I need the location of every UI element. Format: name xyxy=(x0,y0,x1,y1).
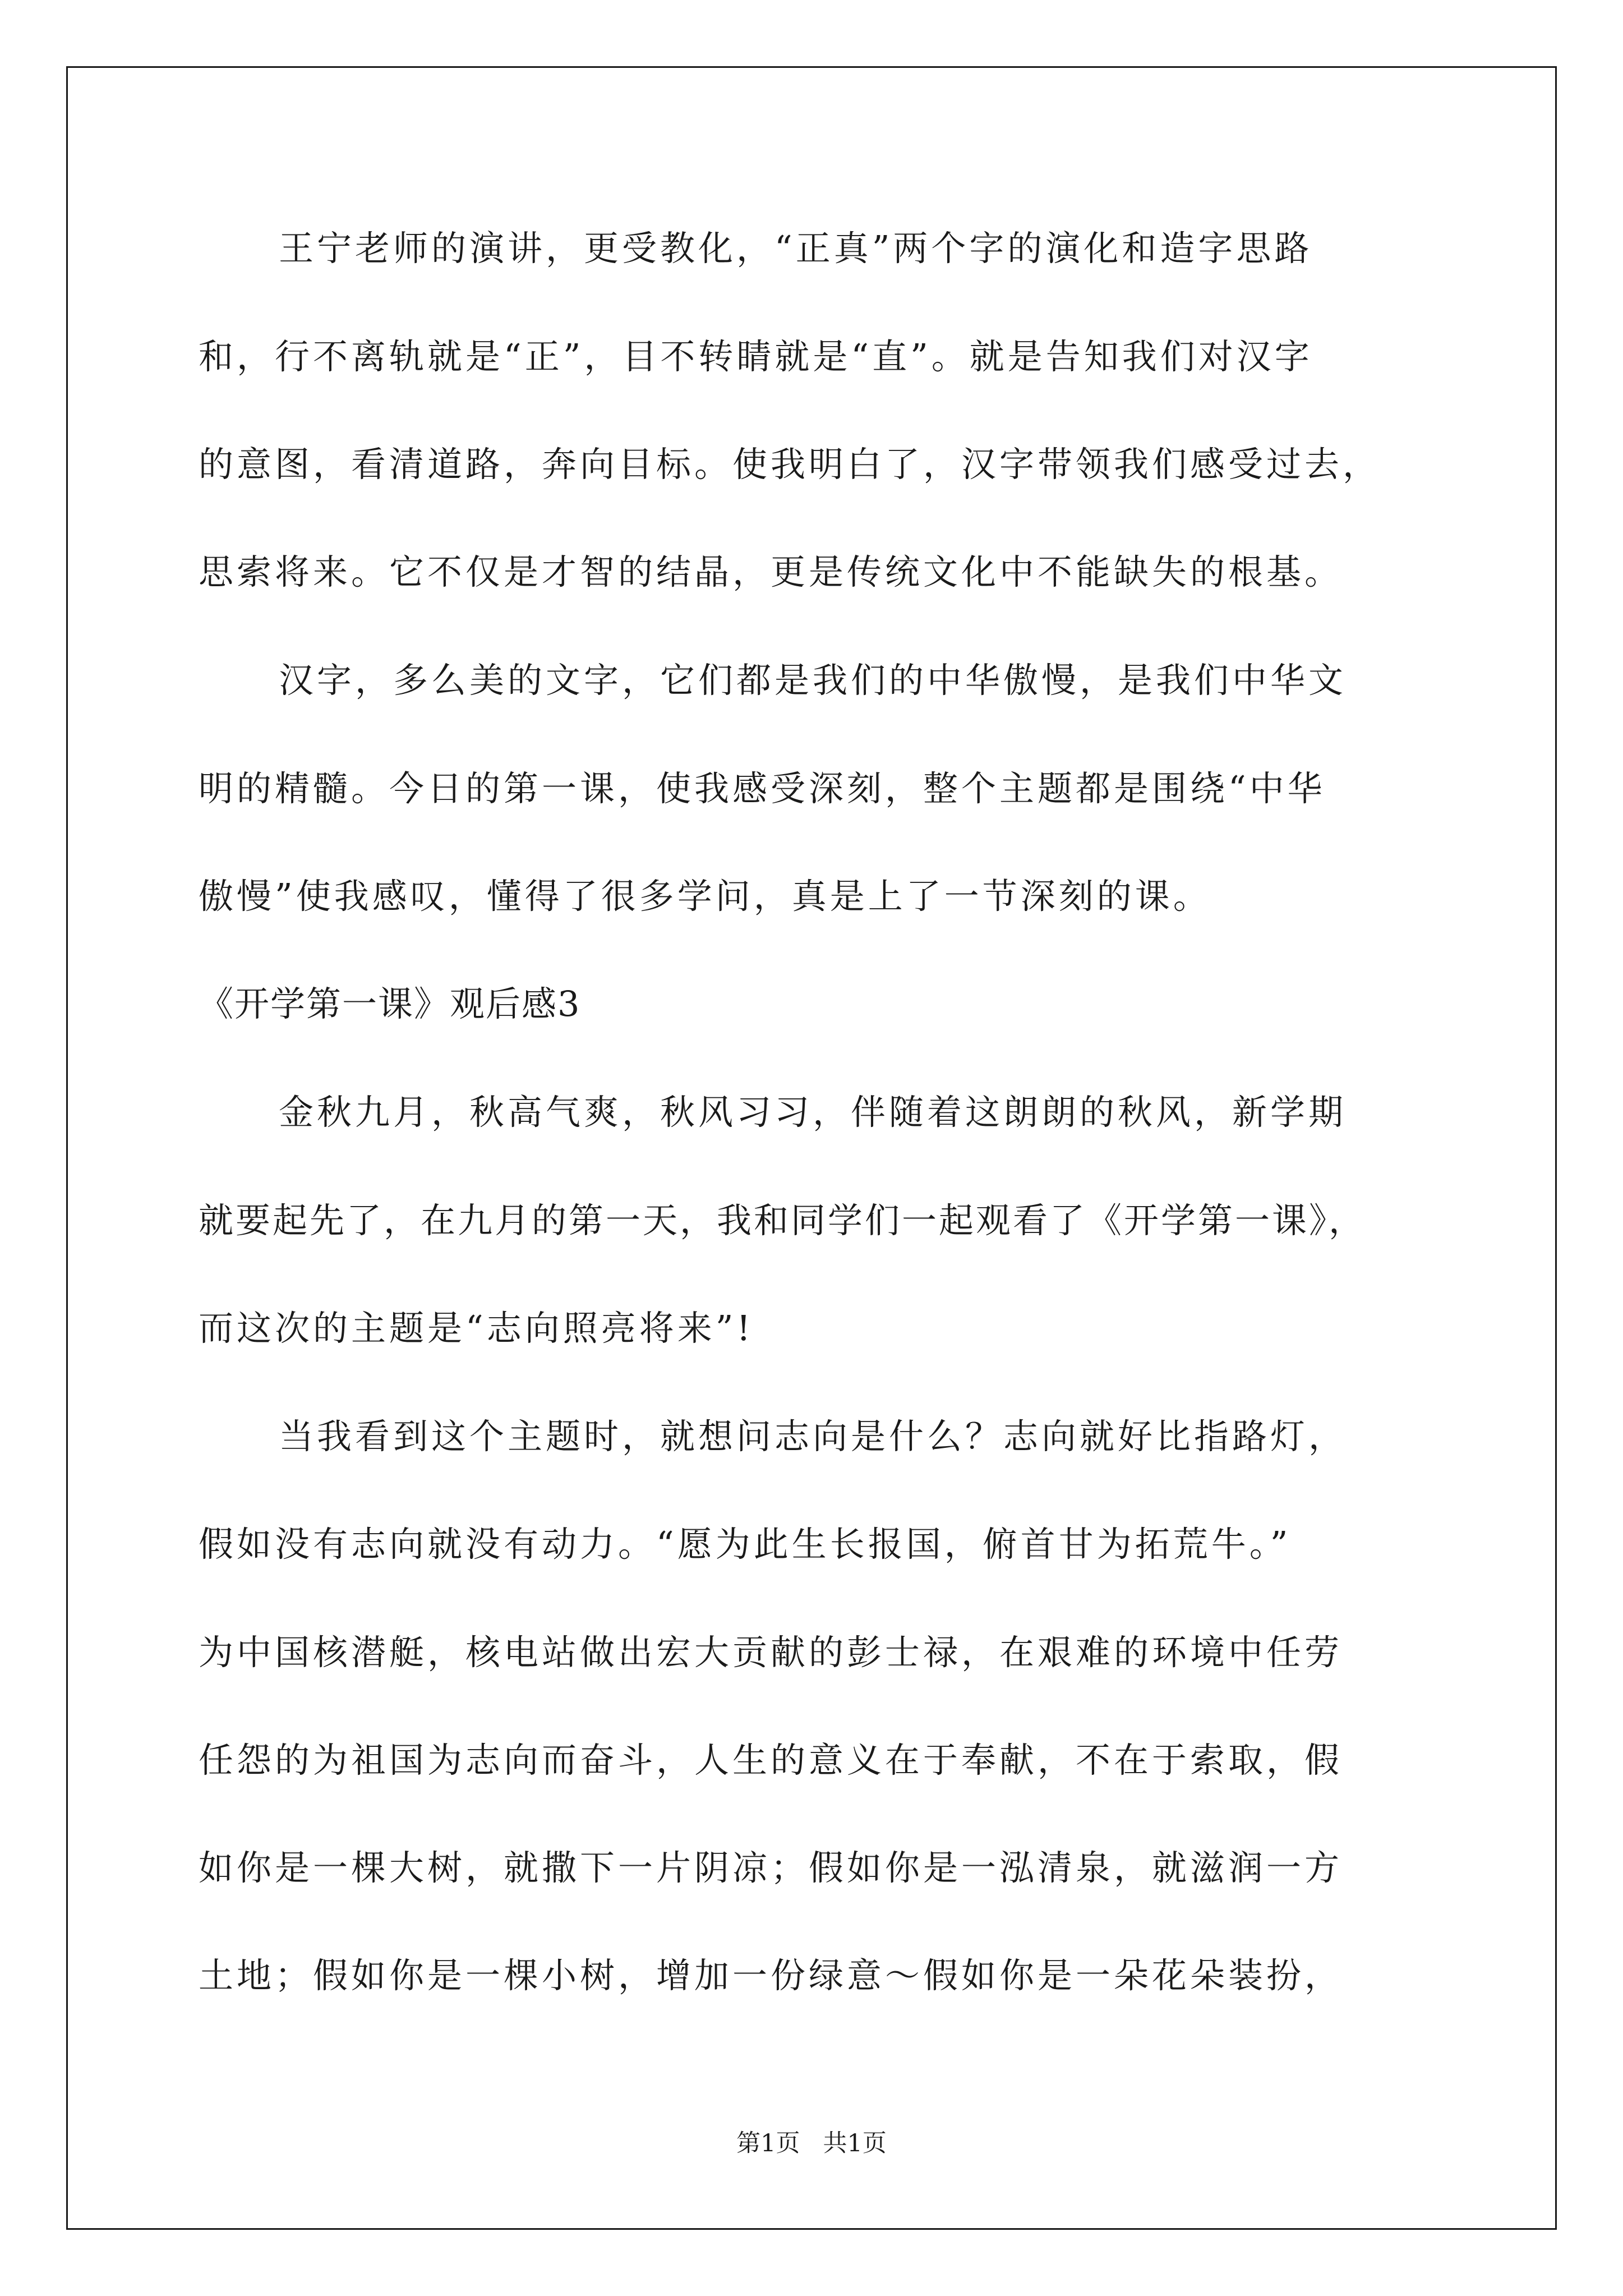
paragraph-3-line-3: 而这次的主题是“志向照亮将来”! xyxy=(199,1308,754,1349)
paragraph-1-line-2: 和，行不离轨就是“正”，目不转睛就是“直”。就是告知我们对汉字 xyxy=(199,336,1313,377)
page-footer: 第1页 共1页 xyxy=(736,2129,887,2157)
section-title: 《开学第一课》观后感3 xyxy=(199,983,581,1024)
paragraph-1-line-4: 思索将来。它不仅是才智的结晶，更是传统文化中不能缺失的根基。 xyxy=(199,551,1343,592)
paragraph-4-line-1: 当我看到这个主题时，就想问志向是什么？志向就好比指路灯， xyxy=(279,1416,1347,1457)
paragraph-1-line-1: 王宁老师的演讲，更受教化，“正真”两个字的演化和造字思路 xyxy=(279,228,1313,269)
paragraph-2-line-1: 汉字，多么美的文字，它们都是我们的中华傲慢，是我们中华文 xyxy=(279,660,1347,701)
paragraph-1-line-3: 的意图，看清道路，奔向目标。使我明白了，汉字带领我们感受过去， xyxy=(199,444,1381,485)
paragraph-4-line-2: 假如没有志向就没有动力。“愿为此生长报国，俯首甘为拓荒牛。” xyxy=(199,1524,1292,1565)
paragraph-4-line-4: 任怨的为祖国为志向而奋斗，人生的意义在于奉献，不在于索取，假 xyxy=(199,1740,1343,1780)
paragraph-3-line-2: 就要起先了，在九月的第一天，我和同学们一起观看了《开学第一课》， xyxy=(199,1200,1366,1241)
paragraph-2-line-2: 明的精髓。今日的第一课，使我感受深刻，整个主题都是围绕“中华 xyxy=(199,768,1326,809)
paragraph-4-line-6: 土地；假如你是一棵小树，增加一份绿意～假如你是一朵花朵装扮， xyxy=(199,1955,1343,1996)
paragraph-2-line-3: 傲慢”使我感叹，懂得了很多学问，真是上了一节深刻的课。 xyxy=(199,876,1211,917)
paragraph-3-line-1: 金秋九月，秋高气爽，秋风习习，伴随着这朗朗的秋风，新学期 xyxy=(279,1092,1347,1133)
paragraph-4-line-5: 如你是一棵大树，就撒下一片阴凉；假如你是一泓清泉，就滋润一方 xyxy=(199,1847,1343,1888)
page-border xyxy=(66,66,1557,2230)
paragraph-4-line-3: 为中国核潜艇，核电站做出宏大贡献的彭士禄，在艰难的环境中任劳 xyxy=(199,1632,1343,1673)
